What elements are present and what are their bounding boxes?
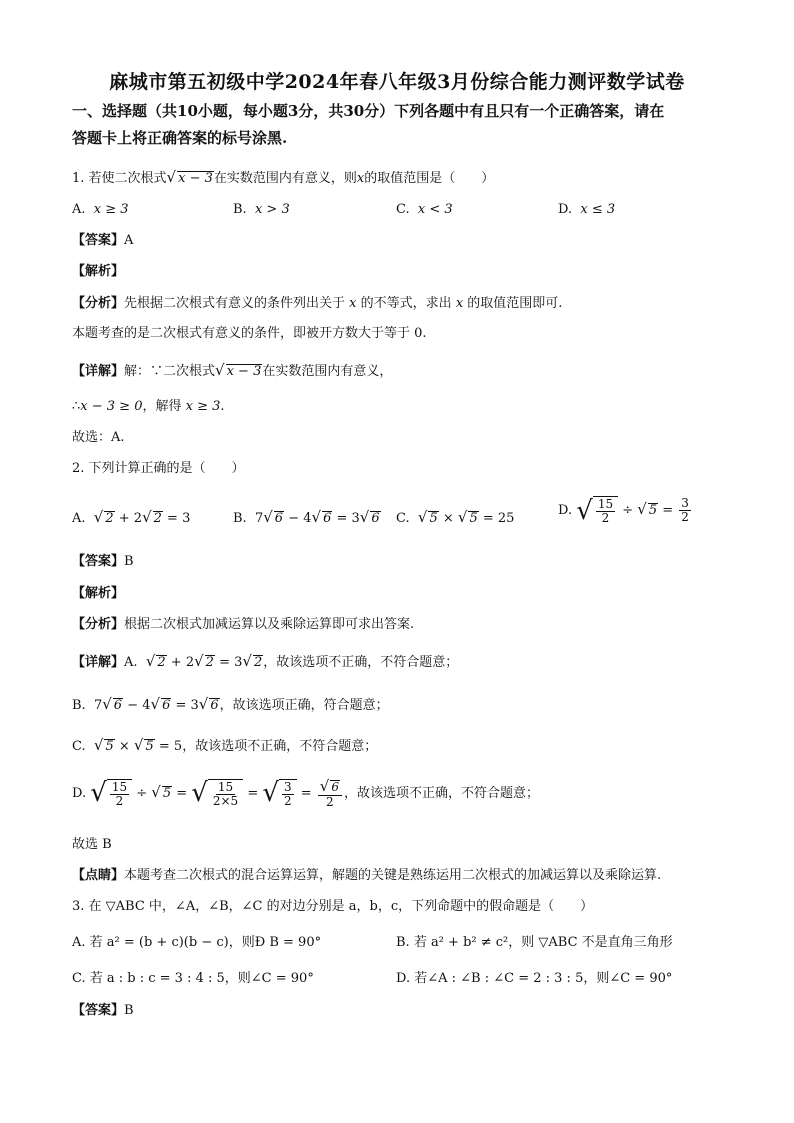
q2-option-d: D. √ $\frac{15}{2}$ ÷ √ 5 = $\frac{3}{2}$ <box>558 495 689 526</box>
q1-answer: 【答案】A <box>72 233 134 248</box>
q3-stem: 3. 在 ▽ABC 中，∠A，∠B，∠C 的对边分别是 a，b，c，下列命题中的假命题是（ ） <box>72 899 594 914</box>
q2-detail-d: D. √ $\frac{15}{2}$ ÷ √ 5 = √ $\frac{15}{2\times 5}$ = √ $\frac{3}{2}$ = $\frac{√ 6}{2}$ ，故该选项不正确，不符合题意； <box>72 777 539 809</box>
q2-option-a: A. √ 2 + 2√ 2 = 3 <box>72 508 191 526</box>
section-heading-line1: 一、选择题（共10小题，每小题3分，共30分）下列各题中有且只有一个正确答案，请在 <box>72 102 665 120</box>
q3-answer: 【答案】B <box>72 1003 134 1018</box>
q1-option-b: B. x > 3 <box>233 202 290 217</box>
q1-stem: 1. 若使二次根式√ x − 3在实数范围内有意义，则x的取值范围是（ ） <box>72 168 495 186</box>
q3-option-b: B. 若 a² + b² ≠ c²，则 ▽ABC 不是直角三角形 <box>396 935 673 950</box>
q2-jiexi-label: 【解析】 <box>72 586 125 601</box>
q2-stem: 2. 下列计算正确的是（ ） <box>72 461 245 476</box>
q3-option-d: D. 若∠A : ∠B : ∠C = 2 : 3 : 5，则∠C = 90° <box>396 971 673 986</box>
section-heading-line2: 答题卡上将正确答案的标号涂黑. <box>72 129 288 147</box>
q2-detail-a: 【详解】A. √ 2 + 2√ 2 = 3√ 2，故该选项不正确，不符合题意； <box>72 652 459 670</box>
q1-note: 本题考查的是二次根式有意义的条件，即被开方数大于等于 0. <box>72 326 427 341</box>
q2-detail-b: B. 7√ 6 − 4√ 6 = 3√ 6，故该选项正确，符合题意； <box>72 695 389 713</box>
q1-option-d: D. x ≤ 3 <box>558 202 616 217</box>
q2-choose: 故选 B <box>72 837 112 852</box>
q2-option-b: B. 7√ 6 − 4√ 6 = 3√ 6 <box>233 508 380 526</box>
q2-detail-c: C. √ 5 × √ 5 = 5，故该选项不正确，不符合题意； <box>72 736 378 754</box>
q1-fenxi: 【分析】先根据二次根式有意义的条件列出关于 x 的不等式，求出 x 的取值范围即可. <box>72 296 563 311</box>
q1-jiexi-label: 【解析】 <box>72 264 125 279</box>
q2-dianjing: 【点睛】本题考查二次根式的混合运算运算，解题的关键是熟练运用二次根式的加减运算以及乘除运算. <box>72 868 662 883</box>
q1-option-c: C. x < 3 <box>396 202 453 217</box>
q2-fenxi: 【分析】根据二次根式加减运算以及乘除运算即可求出答案. <box>72 617 415 632</box>
q1-option-a: A. x ≥ 3 <box>72 202 129 217</box>
page-title: 麻城市第五初级中学2024年春八年级3月份综合能力测评数学试卷 <box>109 71 685 93</box>
q1-detail-line1: 【详解】解：∵二次根式√ x − 3在实数范围内有意义， <box>72 361 393 379</box>
q3-option-c: C. 若 a : b : c = 3 : 4 : 5，则∠C = 90° <box>72 971 314 986</box>
q1-detail-line2: ∴x − 3 ≥ 0，解得 x ≥ 3. <box>72 399 225 414</box>
q1-choose: 故选：A. <box>72 430 125 445</box>
q2-answer: 【答案】B <box>72 554 134 569</box>
q2-option-c: C. √ 5 × √ 5 = 25 <box>396 508 515 526</box>
q3-option-a: A. 若 a² = (b + c)(b − c)，则Ð B = 90° <box>72 935 322 950</box>
